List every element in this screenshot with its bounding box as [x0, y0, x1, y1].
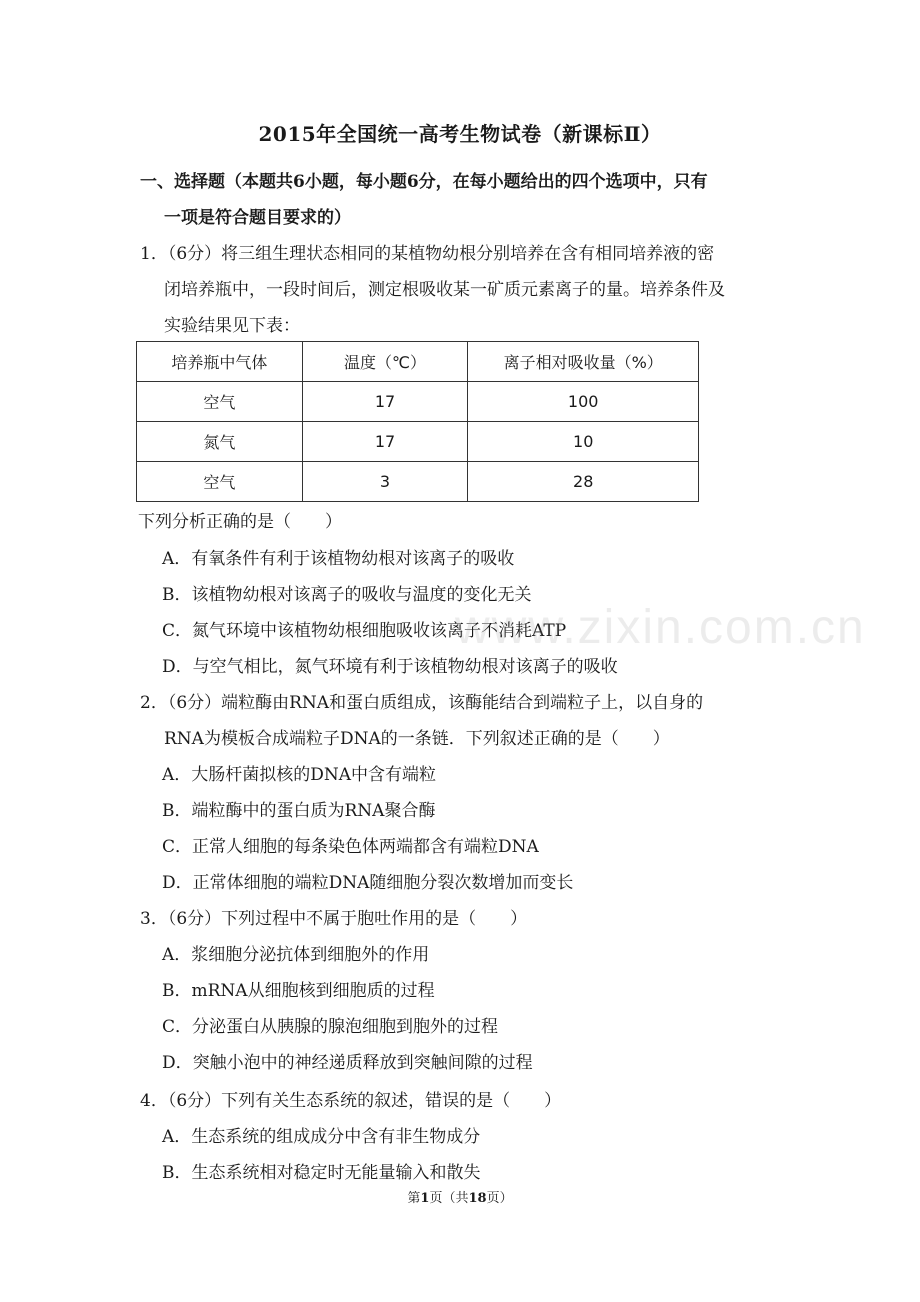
question-1-stem	[140, 236, 790, 344]
q2-stem-line1: 2．（6分）端粒酶由RNA和蛋白质组成，该酶能结合到端粒子上，以自身的	[140, 693, 704, 713]
q4-option-a: A．生态系统的组成成分中含有非生物成分	[162, 1127, 481, 1147]
q2-option-d: D．正常体细胞的端粒DNA随细胞分裂次数增加而变长	[162, 873, 574, 893]
q1-option-a: A．有氧条件有利于该植物幼根对该离子的吸收	[162, 549, 515, 569]
footer-page-number: 1	[420, 1191, 430, 1206]
table-cell: 10	[468, 422, 699, 462]
table-header-cell: 离子相对吸收量（%）	[468, 342, 699, 382]
page-title: 2015年全国统一高考生物试卷（新课标Ⅱ）	[258, 122, 662, 146]
table-cell: 28	[468, 462, 699, 502]
q1-option-b: B．该植物幼根对该离子的吸收与温度的变化无关	[162, 585, 532, 605]
footer-suffix: 页）	[486, 1191, 513, 1206]
footer-middle: 页（共	[429, 1191, 469, 1206]
q2-option-a: A．大肠杆菌拟核的DNA中含有端粒	[162, 765, 437, 785]
footer-total-pages: 18	[468, 1191, 487, 1206]
table-cell: 17	[302, 422, 468, 462]
site-watermark: www.zixin.com.cn	[455, 601, 866, 654]
table-cell: 100	[468, 382, 699, 422]
footer-prefix: 第	[407, 1191, 421, 1206]
question-4-stem: 4．（6分）下列有关生态系统的叙述，错误的是（ ）	[140, 1091, 562, 1111]
q3-option-a: A．浆细胞分泌抗体到细胞外的作用	[162, 945, 430, 965]
q2-option-c: C．正常人细胞的每条染色体两端都含有端粒DNA	[162, 837, 539, 857]
table-cell: 3	[302, 462, 468, 502]
table-header-cell: 培养瓶中气体	[137, 342, 303, 382]
table-header-cell: 温度（℃）	[302, 342, 468, 382]
q1-prompt: 下列分析正确的是（ ）	[138, 512, 342, 532]
table-row	[137, 422, 699, 462]
table-cell: 氮气	[137, 422, 303, 462]
q1-stem-line2: 闭培养瓶中，一段时间后，测定根吸收某一矿质元素离子的量。培养条件及	[164, 280, 725, 300]
page-footer	[0, 1187, 920, 1206]
q1-option-d: D．与空气相比，氮气环境有利于该植物幼根对该离子的吸收	[162, 657, 618, 677]
table-cell: 空气	[137, 382, 303, 422]
table-cell: 空气	[137, 462, 303, 502]
table-row	[137, 382, 699, 422]
q1-stem-line3: 实验结果见下表：	[164, 316, 300, 336]
table-cell: 17	[302, 382, 468, 422]
section-heading-line2: 一项是符合题目要求的）	[164, 208, 351, 228]
q2-option-b: B．端粒酶中的蛋白质为RNA聚合酶	[162, 801, 436, 821]
q1-option-c: C．氮气环境中该植物幼根细胞吸收该离子不消耗ATP	[162, 621, 567, 641]
q1-data-table	[136, 341, 699, 502]
q2-stem-line2: RNA为模板合成端粒子DNA的一条链．下列叙述正确的是（ ）	[164, 729, 670, 749]
question-3-stem: 3．（6分）下列过程中不属于胞吐作用的是（ ）	[140, 909, 528, 929]
table-row	[137, 462, 699, 502]
q4-option-b: B．生态系统相对稳定时无能量输入和散失	[162, 1163, 481, 1183]
q3-option-d: D．突触小泡中的神经递质释放到突触间隙的过程	[162, 1053, 533, 1073]
section-heading-line1: 一、选择题（本题共6小题，每小题6分，在每小题给出的四个选项中，只有	[140, 172, 708, 192]
table-header-row	[137, 342, 699, 382]
q3-option-b: B．mRNA从细胞核到细胞质的过程	[162, 981, 435, 1001]
question-2-stem	[140, 685, 790, 757]
section-heading	[140, 164, 790, 236]
q1-stem-line1: 1．（6分）将三组生理状态相同的某植物幼根分别培养在含有相同培养液的密	[140, 244, 715, 264]
q3-option-c: C．分泌蛋白从胰腺的腺泡细胞到胞外的过程	[162, 1017, 499, 1037]
